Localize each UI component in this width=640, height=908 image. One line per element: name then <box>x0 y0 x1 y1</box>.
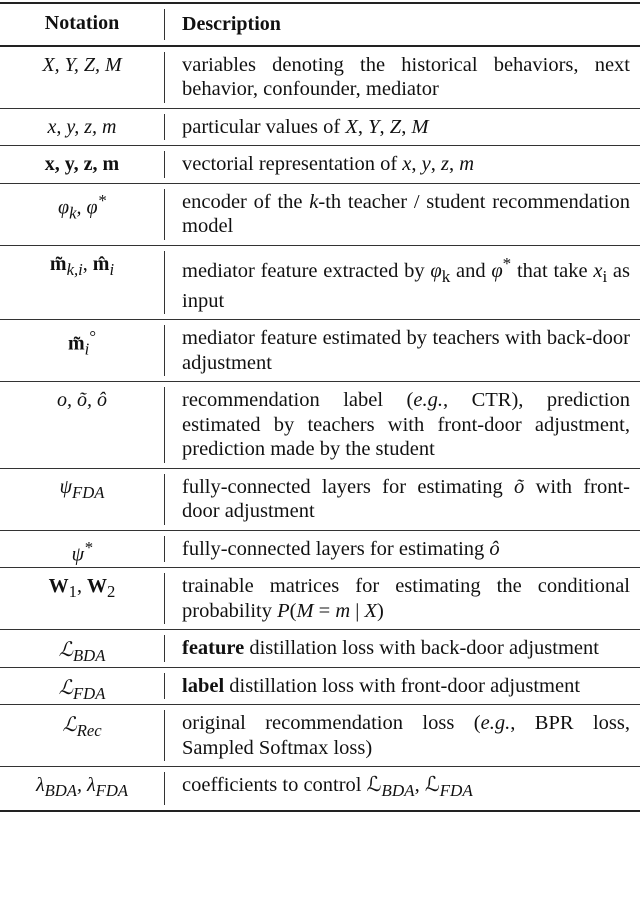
column-separator <box>164 568 166 629</box>
notation-cell: ℒ$_{FDA}$ <box>58 676 106 703</box>
table-row <box>0 246 640 320</box>
header-row <box>0 4 640 45</box>
description-cell: vectorial representation of x, y, z, m <box>182 153 475 175</box>
notation-cell: ψ* <box>71 537 93 566</box>
table-row <box>0 320 640 381</box>
notation-cell: $\varphi_k$, φ* <box>58 190 106 223</box>
notation-cell: ℒ$_{Rec}$ <box>62 714 102 741</box>
description-cell: fully-connected layers for estimating ô <box>182 537 500 560</box>
notation-cell: x, y, z, m <box>44 153 120 175</box>
description-cell: variables denoting the historical behaviors, next behavior, confounder, mediator <box>182 53 630 100</box>
notation-cell: o, õ, ô <box>57 389 107 412</box>
column-separator <box>164 320 166 381</box>
column-separator <box>164 630 166 667</box>
description-cell: coefficients to control ℒ$_{BDA}$, ℒ$_{FDA}$ <box>182 774 473 801</box>
description-cell: mediator feature extracted by $\varphi_k$ and φ* that take $x_i$ as input <box>182 253 631 312</box>
table-row <box>0 146 640 183</box>
table-row <box>0 668 640 705</box>
notation-cell: $\lambda_{BDA}$, $\lambda_{FDA}$ <box>35 774 129 801</box>
notation-cell: x, y, z, m <box>47 115 117 138</box>
table-row <box>0 382 640 468</box>
header-description: Description <box>182 13 281 35</box>
column-separator <box>164 382 166 468</box>
table-row <box>0 469 640 530</box>
bottom-rule <box>0 810 640 812</box>
column-separator <box>164 668 166 705</box>
column-separator <box>164 4 166 45</box>
column-separator <box>164 246 166 320</box>
table-row <box>0 705 640 766</box>
notation-cell: X, Y, Z, M <box>42 53 122 76</box>
description-cell: fully-connected layers for estimating õ with front-door adjustment <box>182 475 630 523</box>
description-cell: particular values of X, Y, Z, M <box>182 115 429 138</box>
table-row <box>0 184 640 245</box>
column-separator <box>164 705 166 766</box>
column-separator <box>164 767 166 810</box>
notation-cell: $\psi_{FDA}$ <box>59 475 105 502</box>
column-separator <box>164 469 166 530</box>
notation-cell: $m̃_i^\circ$ <box>68 327 96 360</box>
table-row <box>0 630 640 667</box>
table-row <box>0 47 640 108</box>
column-separator <box>164 531 166 568</box>
table-row <box>0 767 640 810</box>
table-row <box>0 568 640 629</box>
notation-cell: ℒ$_{BDA}$ <box>58 639 106 666</box>
column-separator <box>164 184 166 245</box>
description-cell <box>166 630 640 667</box>
description-cell: recommendation label (e.g., CTR), prediction estimated by teachers with front-door adjustment, prediction made by the student <box>182 389 630 461</box>
description-cell: trainable matrices for estimating the conditional probability P(M = m | X) <box>182 575 630 622</box>
table-row <box>0 531 640 568</box>
description-cell: mediator feature estimated by teachers with back-door adjustment <box>182 327 630 374</box>
column-separator <box>164 47 166 108</box>
notation-cell: $W_1$, $W_2$ <box>48 575 116 602</box>
bold-term: label <box>182 674 225 697</box>
description-cell: encoder of the k-th teacher / student recommendation model <box>182 190 631 237</box>
description-text: distillation loss with back-door adjustment <box>244 637 599 660</box>
table-row <box>0 109 640 146</box>
header-notation: Notation <box>44 12 120 34</box>
column-separator <box>164 109 166 146</box>
column-separator <box>164 146 166 183</box>
bold-term: feature <box>182 637 245 660</box>
description-text: distillation loss with front-door adjustment <box>224 674 581 697</box>
description-cell: original recommendation loss (e.g., BPR loss, Sampled Softmax loss) <box>182 712 630 759</box>
notation-cell: $m̃_{k,i}$, $m̂_i$ <box>49 252 115 279</box>
description-cell <box>166 668 640 705</box>
